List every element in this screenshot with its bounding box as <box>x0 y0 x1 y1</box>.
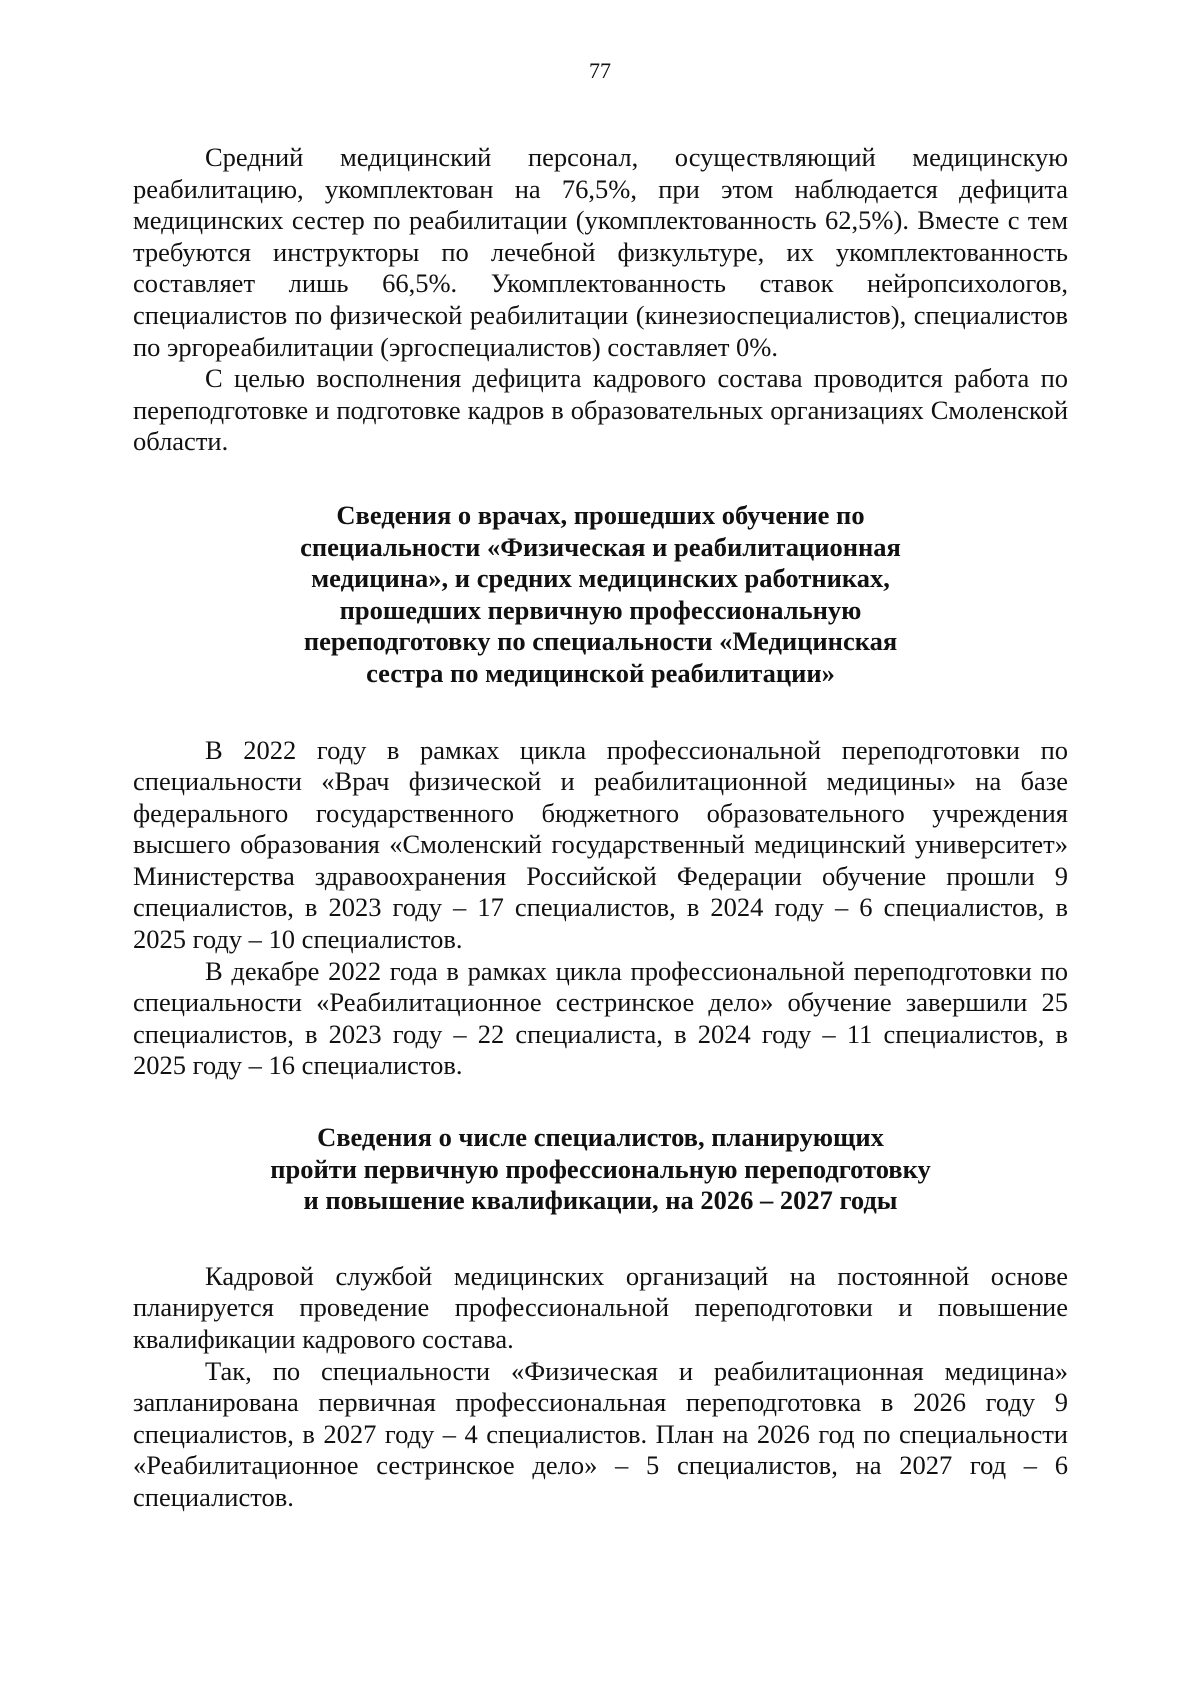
spacer <box>133 690 1068 735</box>
section1-paragraph-nurses: В декабре 2022 года в рамках цикла профессиональной переподготовки по специальности «Реабилитационное сестринское дело» обучение завершили 25 специалистов, в 2023 году – 22 специалиста, в 2024 году – 11 специалистов, в 2025 году – 16 специалистов. <box>133 955 1068 1081</box>
section2-heading-line: пройти первичную профессиональную переподготовку <box>270 1153 931 1184</box>
section1-heading-line: переподготовку по специальности «Медицинская <box>303 626 898 657</box>
spacer <box>133 458 1068 500</box>
section2-heading-line: Сведения о числе специалистов, планирующих <box>317 1122 884 1153</box>
section1-heading-line: специальности «Физическая и реабилитационная <box>300 531 901 562</box>
page-content <box>133 142 1068 1514</box>
section2-heading-line: и повышение квалификации, на 2026 – 2027 годы <box>303 1185 898 1216</box>
section2-paragraph-hr-service: Кадровой службой медицинских организаций на постоянной основе планируется проведение профессиональной переподготовки и повышение квалификации кадрового состава. <box>133 1260 1068 1354</box>
section2-heading <box>133 1122 1068 1217</box>
section1-heading-line: Сведения о врачах, прошедших обучение по <box>336 499 865 530</box>
spacer <box>133 1217 1068 1261</box>
section1-paragraph-doctors: В 2022 году в рамках цикла профессиональной переподготовки по специальности «Врач физической и реабилитационной медицины» на базе федерального государственного бюджетного образовательного учреждения высшего образования «Смоленский государственный медицинский университет» Министерства здравоохранения Российской Федерации обучение прошли 9 специалистов, в 2023 году – 17 специалистов, в 2024 году – 6 специалистов, в 2025 году – 10 специалистов. <box>133 734 1068 955</box>
intro-paragraph-staffing: Средний медицинский персонал, осуществляющий медицинскую реабилитацию, укомплектован на 76,5%, при этом наблюдается дефицита медицинских сестер по реабилитации (укомплектованность 62,5%). Вместе с тем требуются инструкторы по лечебной физкультуре, их укомплектованность составляет лишь 66,5%. Укомплектованность ставок нейропсихологов, специалистов по физической реабилитации (кинезиоспециалистов), специалистов по эргореабилитации (эргоспециалистов) составляет 0%. <box>133 142 1068 362</box>
section1-heading <box>133 500 1068 690</box>
section1-heading-line: медицина», и средних медицинских работниках, <box>311 563 890 594</box>
page-number: 77 <box>589 58 611 83</box>
section2-paragraph-plan: Так, по специальности «Физическая и реабилитационная медицина» запланирована первичная профессиональная переподготовка в 2026 году 9 специалистов, в 2027 году – 4 специалистов. План на 2026 год по специальности «Реабилитационное сестринское дело» – 5 специалистов, на 2027 год – 6 специалистов. <box>133 1355 1068 1512</box>
section1-heading-line: сестра по медицинской реабилитации» <box>366 657 835 688</box>
intro-paragraph-retraining: С целью восполнения дефицита кадрового состава проводится работа по переподготовке и подготовке кадров в образовательных организациях Смоленской области. <box>133 363 1068 457</box>
section1-heading-line: прошедших первичную профессиональную <box>339 594 862 625</box>
spacer <box>133 1082 1068 1122</box>
